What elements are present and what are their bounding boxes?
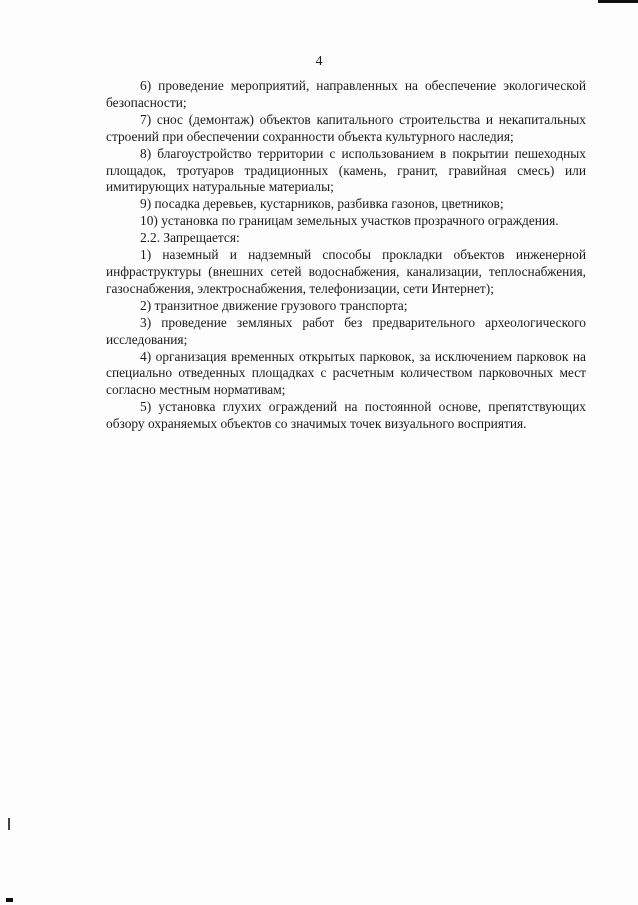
section-heading: 2.2. Запрещается: <box>140 230 240 246</box>
document-body <box>106 78 586 433</box>
paragraph-item-7: 7) снос (демонтаж) объектов капитального строительства и некапитальных строений при обеспечении сохранности объекта культурного наследия; <box>106 111 586 144</box>
scan-artifact-top <box>598 0 638 3</box>
prohibited-item-5: 5) установка глухих ограждений на постоянной основе, препятствующих обзору охраняемых объектов со значимых точек визуального восприятия. <box>106 399 586 432</box>
prohibited-item-4: 4) организация временных открытых парковок, за исключением парковок на специально отведенных площадках с расчетным количеством парковочных мест согласно местным нормативам; <box>106 348 586 398</box>
scan-artifact-bottom <box>6 898 13 902</box>
scan-artifact-left <box>8 818 10 830</box>
paragraph-item-6: 6) проведение мероприятий, направленных на обеспечение экологической безопасности; <box>106 78 586 110</box>
paragraph-item-9: 9) посадка деревьев, кустарников, разбивка газонов, цветников; <box>140 196 504 212</box>
paragraph-item-8: 8) благоустройство территории с использованием в покрытии пешеходных площадок, тротуаров традиционных (камень, гранит, гравийная смесь) или имитирующих натуральные материалы; <box>106 145 586 195</box>
prohibited-item-1: 1) наземный и надземный способы прокладки объектов инженерной инфраструктуры (внешних сетей водоснабжения, канализации, теплоснабжения, газоснабжения, электроснабжения, телефонизации, сети Интернет); <box>106 247 586 296</box>
page-number: 4 <box>315 54 323 69</box>
paragraph-item-10: 10) установка по границам земельных участков прозрачного ограждения. <box>140 213 559 229</box>
prohibited-item-3: 3) проведение земляных работ без предварительного археологического исследования; <box>106 314 586 347</box>
prohibited-item-2: 2) транзитное движение грузового транспорта; <box>140 297 408 313</box>
